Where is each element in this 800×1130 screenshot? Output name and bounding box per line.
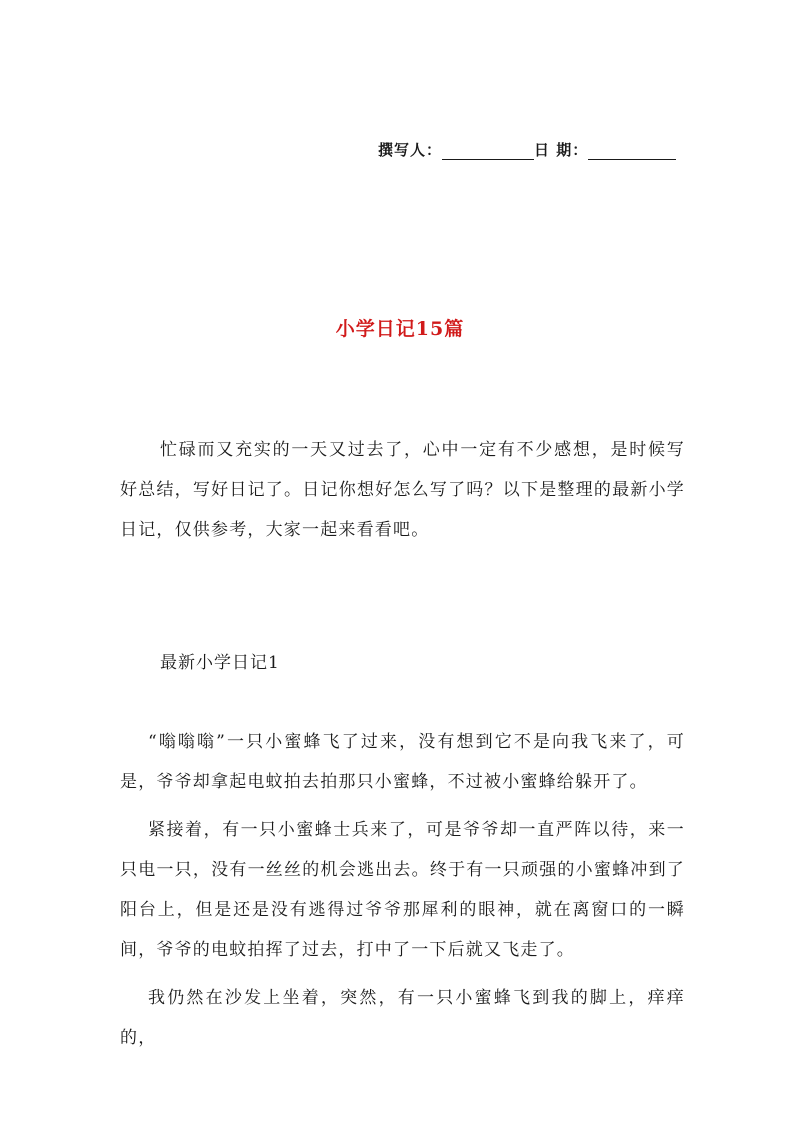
date-label: 日 期：	[534, 141, 589, 159]
section-heading: 最新小学日记1	[160, 653, 280, 673]
diary-paragraph-2: 紧接着，有一只小蜜蜂士兵来了，可是爷爷却一直严阵以待，来一只电一只，没有一丝丝的机会逃出去。终于有一只顽强的小蜜蜂冲到了阳台上，但是还是没有逃得过爷爷那犀利的眼神，就在离窗口的一瞬间，爷爷的电蚊拍挥了过去，打中了一下后就又飞走了。	[120, 820, 685, 960]
author-date-line	[378, 139, 676, 160]
date-blank	[588, 143, 676, 160]
document-title: 小学日记15篇	[335, 318, 465, 340]
diary-paragraph-1: “嗡嗡嗡”一只小蜜蜂飞了过来，没有想到它不是向我飞来了，可是，爷爷却拿起电蚊拍去拍那只小蜜蜂，不过被小蜜蜂给躲开了。	[120, 732, 685, 792]
author-label: 撰写人：	[378, 141, 443, 159]
diary-body	[120, 722, 685, 1066]
diary-paragraph-3: 我仍然在沙发上坐着，突然，有一只小蜜蜂飞到我的脚上，痒痒的，	[120, 988, 685, 1048]
author-blank	[442, 143, 534, 160]
intro-paragraph: 忙碌而又充实的一天又过去了，心中一定有不少感想，是时候写好总结，写好日记了。日记你想好怎么写了吗？以下是整理的最新小学日记，仅供参考，大家一起来看看吧。	[120, 440, 685, 540]
